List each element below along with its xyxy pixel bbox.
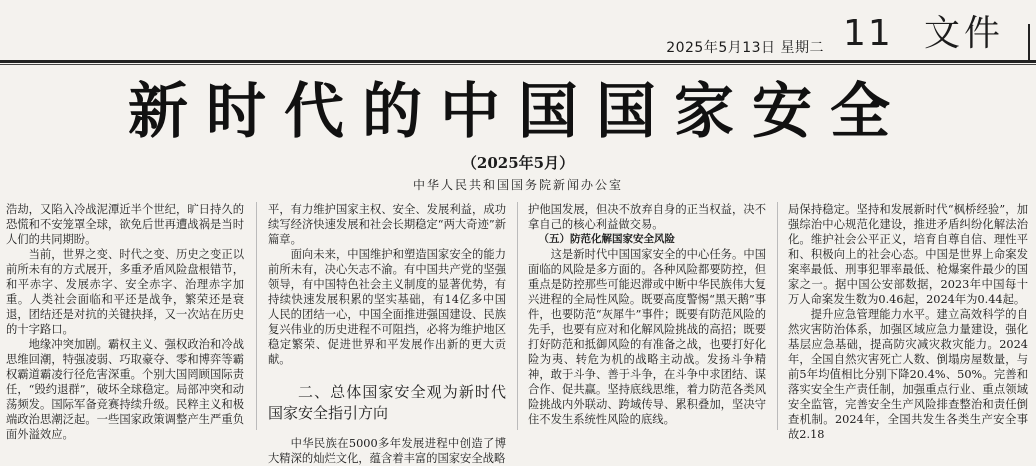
section-name: 文件	[924, 13, 1005, 54]
paragraph: 局保持稳定。坚持和发展新时代“枫桥经验”，加强综治中心规范化建设，推进矛盾纠纷化解法治化。维护社会公平正义，培育自尊自信、理性平和、积极向上的社会心态。中国是世界上命案发案率最低、刑事犯罪率最低、枪爆案件最少的国家之一。据中国公安部数据，2023年中国每十万人命案发生数为0.46起，2024年为0.44起。	[788, 203, 1028, 306]
column-divider	[777, 202, 778, 430]
paragraph: 护他国发展，但决不放弃自身的正当权益，决不拿自己的核心利益做交易。	[528, 203, 766, 231]
column-4	[788, 202, 1028, 441]
edge-bracket	[1028, 24, 1036, 60]
column-divider	[256, 202, 257, 430]
column-1	[6, 202, 244, 441]
paragraph: 地缘冲突加剧。霸权主义、强权政治和冷战思维回潮，特强凌弱、巧取豪夺、零和博弈等霸权霸道霸凌行径危害深重。个别大国罔顾国际责任，“毁约退群”，破坏全球稳定。局部冲突和动荡频发。国际军备竞赛持续升级。民粹主义和极端政治思潮泛起。一些国家政策调整产生严重负面外溢效应。	[6, 338, 244, 441]
paragraph: 当前，世界之变、时代之变、历史之变正以前所未有的方式展开，多重矛盾风险盘根错节，和平赤字、发展赤字、安全赤字、治理赤字加重。人类社会面临和平还是战争，繁荣还是衰退，团结还是对抗的关键抉择，又一次站在历史的十字路口。	[6, 248, 244, 336]
article-byline: 中华人民共和国国务院新闻办公室	[412, 178, 623, 192]
column-divider	[517, 202, 518, 430]
header-rule	[0, 60, 1036, 63]
article-title: 新时代的中国国家安全	[128, 77, 908, 147]
page-number: 11	[843, 13, 893, 54]
paragraph: 浩劫，又陷入冷战泥潭近半个世纪，旷日持久的恐慌和不安笼罩全球，欲免后世再遭战祸是当时人们的共同期盼。	[6, 203, 244, 246]
header-rule-thin	[0, 64, 1036, 65]
paragraph: 这是新时代中国国家安全的中心任务。中国面临的风险是多方面的。各种风险都要防控，但重点是防控那些可能迟滞或中断中华民族伟大复兴进程的全局性风险。既要高度警惕“黑天鹅”事件，也要防范“灰犀牛”事件；既要有防范风险的先手，也要有应对和化解风险挑战的高招；既要打好防范和抵御风险的有准备之战，也要打好化险为夷、转危为机的战略主动战。发扬斗争精神，敢于斗争、善于斗争，在斗争中求团结、谋合作、促共赢。坚持底线思维，着力防范各类风险挑战内外联动、跨域传导、累积叠加，坚决守住不发生系统性风险的底线。	[528, 248, 766, 426]
paragraph: 平，有力维护国家主权、安全、发展利益，成功续写经济快速发展和社会长期稳定“两大奇迹”新篇章。	[268, 203, 506, 246]
column-3	[528, 202, 766, 430]
section-heading: 二、总体国家安全观为新时代国家安全指引方向	[268, 383, 506, 422]
subsection-heading: （五）防范化解国家安全风险	[538, 233, 675, 245]
paragraph: 面向未来，中国维护和塑造国家安全的能力前所未有，决心矢志不渝。有中国共产党的坚强领导，有中国特色社会主义制度的显著优势，有持续快速发展积累的坚实基础，有14亿多中国人民的团结一心，中国全面推进强国建设、民族复兴伟业的历史进程不可阻挡，必将为维护地区稳定繁荣、促进世界和平发展作出新的更大贡献。	[268, 248, 506, 366]
column-2	[268, 202, 506, 465]
article-date-line: （2025年5月）	[461, 154, 575, 172]
paragraph: 中华民族在5000多年发展进程中创造了博大精深的灿烂文化，蕴含着丰富的国家安全战略	[268, 437, 506, 465]
page-header	[0, 0, 1036, 62]
paragraph: 提升应急管理能力水平。建立高效科学的自然灾害防治体系，加强区域应急力量建设，强化基层应急基础，提高防灾减灾救灾能力。2024年，全国自然灾害死亡人数、倒塌房屋数量，与前5年均值相比分别下降20.4%、50%。完善和落实安全生产责任制，加强重点行业、重点领域安全监管，完善安全生产风险排查整治和责任倒查机制。2024年，全国共发生各类生产安全事故2.18	[788, 308, 1028, 441]
issue-date: 2025年5月13日 星期二	[666, 40, 824, 56]
